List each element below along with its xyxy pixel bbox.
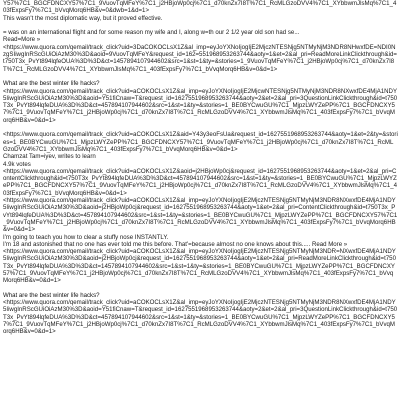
tracking-link[interactable]: <https://www.quora.com/qemail/track_click?uid=3DaCOKOCLsX1Z&al_imp=eyJoYXNoIjogIjE2MjczNTESNjg5NTMyNjM3NDR8NHwxfDE=NDI0NzgSIiwgInRScGUiOiAzM30%3D&aoid=9VuovTqMFeY&request_id=162=551968953263744&aoty=1&et=2&al_pri=ReadMoreLinkClickthrough&id=t750T3x_PvYt894lqfeOUA%3D%3D&ct=1457894107944602&src=1&st=1&ty=&stories=1_9VuovTqMFeY%7C1_j2HBjoWp0cj%7C1_d70knZx7I8T%7C1_RcMLGzoDVV4%7C1_XYbbwmJlsMq%7C1_403fExpsFy7%7C1_bVvqMorq6HB&v=0&d=1> <box>3 43 397 73</box>
vote-count: 4.9k votes <box>3 160 31 168</box>
blank-line <box>3 285 398 292</box>
tracking-link[interactable]: Y57%7C1_BGCFDNCXY57%7C1_9VuovTqMFeY%7C1_j2HBjoWp0cj%7C1_d70knZx7I8T%7C1_RcMLGzoDVV4%7C1_XYbbwmJlsMq%7C1_403fExpsFy7%7C1_bVvqMorq6HB&v=0&dwb=1&d=1> <box>3 0 397 15</box>
tracking-link[interactable]: <https://www.quora.com/qemail/track_click?uid=aCOKOCLsX1Z&al_imp=eyJoYXNoIjogIjE2MjcwNTESNjg5NTMyNjM3NDR8NXwxfDE4MjA1NDY5IiwgInRScGUiOiAzM30%3D&aoid=Y51fiCnaw=T&request_id=1627551968953263744&aoty=2&et=2&al_pri=3QuestionLinkClickthrough&id=t750T3x_PvYt894lqfeDUA%3D%3D&ct=457894107944602&src=1&st=1&ty=&stories=1_BE0BYCwuGU%7C1_MjpzLWYZePP%7C1_BGCFDNCXY57%7C1_9VuovTqMFeY%7C1_j2HBjoWp0cj%7C1_d70knZx7I8T%7C1_RcMLGzoDVV4%7C1_XYbbwmJlsMq%7C1_403fExpsFy7%7C1_bVvqMorq6HB&v=0&d=1> <box>3 87 398 124</box>
answer-excerpt: = was on an international flight and for some reason my wife and I, along w=th our 2 1/2 year old son had se... <box>3 29 300 37</box>
tracking-link[interactable]: <https://www.quora.com/qemail/track_click?uid=aCOKOCLsX1Z&aid=Y43y3eoFsUa&request_id=1627551968953263744&aoty=1&et=2&ty=&stories=1_BE0BYCwuGU%7C1_MjpzLWYZePP%7C1_BGCFDNCXY57%7C1_9VuovTqMFeY%7C1_j2HBjoWp0cj%7C1_d70knZx7I8T%7C1_RcMLGzoDVV4%7C1_XYbbwmJlsMq%7C1_403fExpsFy7%7C1_bVvqMorq6HB&v=0&d=1> <box>3 131 398 153</box>
blank-line <box>3 22 398 29</box>
tracking-link[interactable]: <https://www.quora.com/qemail/track_click?uid=aCOKOCLsX1Z&aoid=j2HBjoWp0cj&request_id=1627551968953263744&aoty=1&et=2&al_pri=ContentClickthrough&id=t750T3x_PvYt894lqfeDUA%3D%3D&ct=457894107944602&src=1&st=1&ty=&stories=1_BE0BYCwuGU%7C1_MjpzLWYZePP%7C1_BGCFDNCXY57%7C1_9VuovTqMFeY%7C1_j2HBjoWp0cj%7C1_d70knZx7I8T%7C1_RcMLGzoDVV4%7C1_XYbbwmJlsMq%7C1_403fExpsFy7%7C1_bVvqMorq6HB&v=0&d=1> <box>3 167 398 197</box>
body-text: This wasn't the most diplomatic way, but it proved effective. <box>3 14 163 22</box>
tracking-link[interactable]: <https://www.quora.com/qemail/track_click?uid=aCOKOCLsX1Z&al_imp=eyJoYXNoIjogIjE2MjczNTESNjg5NTMyNjM3NDR=NXwxfDE4MjA1NDY5IiwgInRScGUiOiAzM30%3D&aoid=j2HBjoWp0cj&request_id=1627551968953263744&aoty=1&et=2&al_pri=ReadMoreLinkClickthrough&id=t750T3x_PvYt894lqfeDUA%3D%3D&ct=1457894107944602&src=1&st=1&ty=&stories=1_BE0BYCwuGU%7C1_MjpzLWYZePP%7C1_BGCFDNCXY57%7C1_9VuovTqMFeY%7C1_j2HBjoWp0cj%7C1_d70knZx7I8T%7C1_RcMLGzoDVV4%7C1_XYbbwmJlsMq%7C1_403fExpsFy7%7C1_bVvqMorq6HB&v=0&d=1> <box>3 248 396 285</box>
blank-line <box>3 73 398 80</box>
answer-excerpt: I'm going to teach you how to clear a stuffy nose INSTANTLY. <box>3 233 169 241</box>
tracking-link[interactable]: <https://www.quora.com/qemail/track_click?uid=aCOKOCLsX1Z&al_imp=eyJoYXNoIjogIjE2MjczNTESNjg5NTMyNjM3NDR8NXwxfDE4MjA1NDY5IiwgInRScGUiOiAzM30%3D&aoid=Y51fiCnaw=T&request_id=1627551968953263744&aoty=2&et=2&al_pri=3QuestionLinkClickthrough&id=t750T3x_PvYt894lqfeDUA%3D%3D&ct=457894107944602&src=1&st=1&ty=&stories=1_BE0BYCwuGU%7C1_MjpzLWYZePP%7C1_BGCFDNCXY57%7C1_9VuovTqMFeY%7C1_j2HBjoWp0cj%7C1_d70knZx7I8T%7C1_RcMLGzoDVV4%7C1_XYbbwmJlsMq%7C1_403fExpsFy7%7C1_bVvqMorq6HB&v=0&d=1> <box>3 299 398 336</box>
tracking-link[interactable]: <https://www.quora.com/qemail/track_click?uid=aCOKOCLsX1Z&al_imp=eyJoYXNoIjogIjE2MjczNTESNjg5NTMyNjM3NDR8NXwxfDE4MjA1NDY5IiwgInRScGUiOiAzM30%3D&aoid=j2HBjoWp0cj&request_id=1627551968953263744&aoty=1&et=2&al_pri=ContentClickthrough&id=t750T3x_PvYt894lqfeDUA%3D%3D&ct=457894107944602&src=1&st=1&ty=&stories=1_BE0BYCwuGU%7C1_MjpzLWYZePP%7C1_BGCFDNCXY57%7C1_9VuovTqMFeY%7C1_j2HBjoWp0cj%7C1_d70knZx7I8T%7C1_RcMLGzoDVV4%7C1_XYbbwmJlsMq%7C1_403fExpsFy7%7C1_bVvqMorq6HB&v=0&d=1> <box>3 197 398 234</box>
question-title[interactable]: What are the best winter life hacks? <box>3 80 100 88</box>
question-title[interactable]: What are the best winter life hacks? <box>3 291 100 299</box>
author-credit: Chamzat Tam=iyev, writes to learn <box>3 153 96 161</box>
read-more-link[interactable]: Read=More » <box>3 36 41 44</box>
answer-excerpt: I'm 18 and astonished that no one has ever told me this before. That'=because almost no one knows about this..... Read More » <box>3 240 348 248</box>
blank-line <box>3 124 398 131</box>
